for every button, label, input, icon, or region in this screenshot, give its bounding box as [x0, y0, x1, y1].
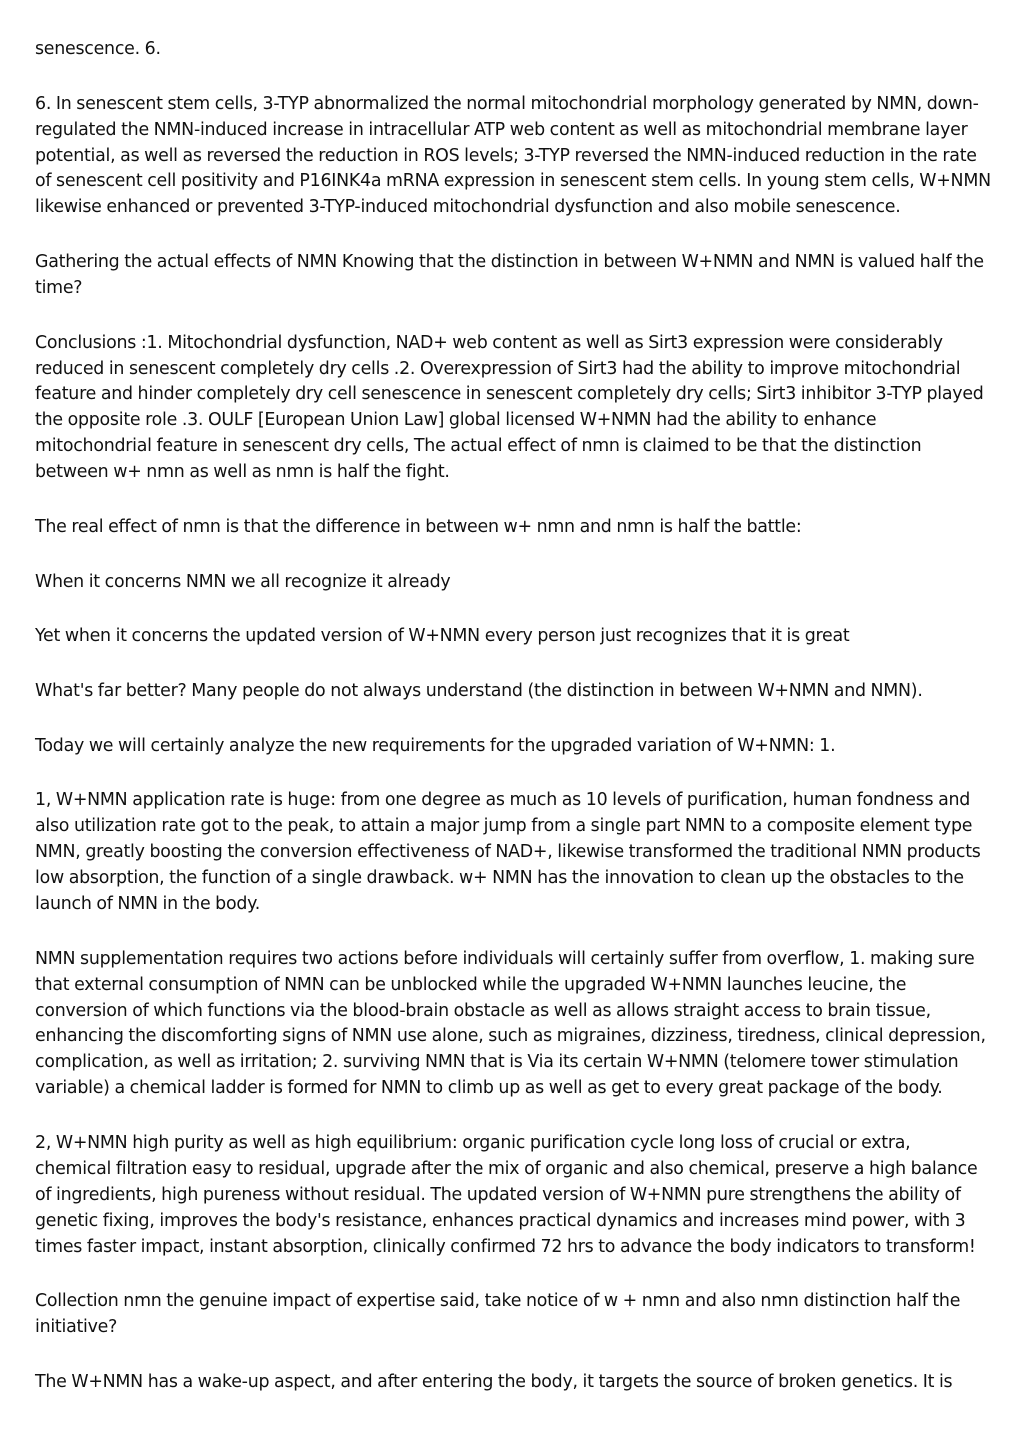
paragraph-senescence-fragment: senescence. 6. — [35, 39, 161, 59]
paragraph-real-effect: The real effect of nmn is that the difference in between w+ nmn and nmn is half the battle: — [35, 516, 802, 537]
paragraph-far-better: What's far better? Many people do not always understand (the distinction in between W+NMN and NMN). — [35, 680, 923, 701]
paragraph-high-purity: 2, W+NMN high purity as well as high equilibrium: organic purification cycle long loss of crucial or extra, chemical filtration easy to residual, upgrade after the mix of organic and also chemical, preserve a high balance of ingredients, high pureness without residual. The updated version of W+NMN pure strengthens the ability of genetic fixing, improves the body's resistance, enhances practical dynamics and increases mind power, with 3 times faster impact, instant absorption, clinically confirmed 72 hrs to advance the body indicators to transform! — [35, 1132, 978, 1257]
paragraph-updated-version: Yet when it concerns the updated version of W+NMN every person just recognizes that it is great — [35, 626, 850, 647]
paragraph-application-rate: 1, W+NMN application rate is huge: from one degree as much as 10 levels of purification, human fondness and also utilization rate got to the peak, to attain a major jump from a single part NMN to a composite element type NMN, greatly boosting the conversion effectiveness of NAD+, likewise transformed the traditional NMN products low absorption, the function of a single drawback. w+ NMN has the innovation to clean up the obstacles to the launch of NMN in the body. — [35, 790, 981, 915]
paragraph-gathering-effects: Gathering the actual effects of NMN Knowing that the distinction in between W+NMN and NMN is valued half the time? — [35, 252, 984, 298]
paragraph-nmn-known: When it concerns NMN we all recognize it already — [35, 571, 451, 592]
paragraph-conclusions: Conclusions :1. Mitochondrial dysfunction, NAD+ web content as well as Sirt3 expression were considerably reduced in senescent completely dry cells .2. Overexpression of Sirt3 had the ability to improve mitochondrial feature and hinder completely dry cell senescence in senescent completely dry cells; Sirt3 inhibitor 3-TYP played the opposite role .3. OULF [European Union Law] global licensed W+NMN had the ability to enhance mitochondrial feature in senescent dry cells, The actual effect of nmn is claimed to be that the distinction between w+ nmn as well as nmn is half the fight. — [35, 332, 984, 483]
paragraph-senescent-stem-cells: 6. In senescent stem cells, 3-TYP abnormalized the normal mitochondrial morphology generated by NMN, down-regulated the NMN-induced increase in intracellular ATP web content as well as mitochondrial membrane layer potential, as well as reversed the reduction in ROS levels; 3-TYP reversed the NMN-induced reduction in the rate of senescent cell positivity and P16INK4a mRNA expression in senescent stem cells. In young stem cells, W+NMN likewise enhanced or prevented 3-TYP-induced mitochondrial dysfunction and also mobile senescence. — [35, 93, 991, 218]
paragraph-collection: Collection nmn the genuine impact of expertise said, take notice of w + nmn and also nmn distinction half the initiative? — [35, 1291, 961, 1338]
paragraph-new-requirements: Today we will certainly analyze the new requirements for the upgraded variation of W+NMN: 1. — [35, 735, 836, 756]
paragraph-wake-up-aspect: The W+NMN has a wake-up aspect, and after entering the body, it targets the source of broken genetics. It is — [35, 1371, 953, 1392]
document-body — [35, 0, 991, 1425]
paragraph-supplementation: NMN supplementation requires two actions before individuals will certainly suffer from overflow, 1. making sure that external consumption of NMN can be unblocked while the upgraded W+NMN launches leucine, the conversion of which functions via the blood-brain obstacle as well as allows straight access to brain tissue, enhancing the discomforting signs of NMN use alone, such as migraines, dizziness, tiredness, clinical depression, complication, as well as irritation; 2. surviving NMN that is Via its certain W+NMN (telomere tower stimulation variable) a chemical ladder is formed for NMN to climb up as well as get to every great package of the body. — [35, 948, 986, 1099]
